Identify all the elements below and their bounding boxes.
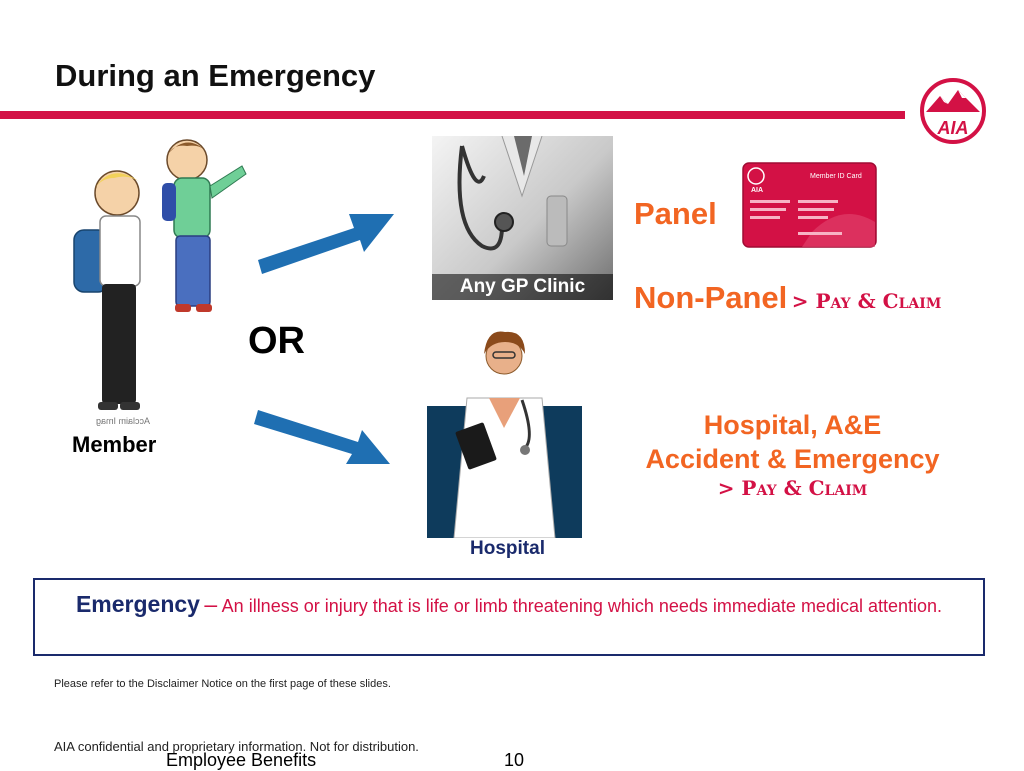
non-panel-row bbox=[634, 280, 941, 316]
aia-logo-icon bbox=[918, 76, 988, 146]
arrow-to-clinic-icon bbox=[254, 200, 404, 280]
member-id-card-icon bbox=[742, 162, 877, 248]
definition-text: An illness or injury that is life or limb threatening which needs immediate medical attention. bbox=[221, 596, 943, 616]
non-panel-label: Non-Panel bbox=[634, 280, 788, 315]
gp-clinic-label: Any GP Clinic bbox=[432, 274, 613, 300]
footer-section-label: Employee Benefits bbox=[166, 750, 317, 770]
member-label: Member bbox=[72, 432, 157, 457]
pay-claim-note: > Pay & Claim bbox=[717, 476, 868, 500]
emergency-definition-box bbox=[33, 578, 985, 656]
svg-text:Member ID Card: Member ID Card bbox=[810, 173, 862, 180]
hospital-label: Hospital bbox=[470, 538, 545, 559]
disclaimer-note: Please refer to the Disclaimer Notice on the first page of these slides. bbox=[54, 678, 391, 690]
title-divider bbox=[0, 111, 905, 119]
pay-claim-note: > Pay & Claim bbox=[791, 289, 942, 313]
panel-label: Panel bbox=[634, 196, 717, 231]
hospital-info-block bbox=[620, 408, 965, 500]
svg-text:AIA: AIA bbox=[751, 187, 764, 194]
hospital-ae-text: Hospital, A&E bbox=[703, 410, 882, 440]
definition-dash: – bbox=[204, 591, 218, 617]
slide-title: During an Emergency bbox=[55, 58, 376, 93]
hospital-doctor-illustration bbox=[427, 328, 582, 538]
definition-term: Emergency bbox=[75, 591, 200, 617]
confidential-note: AIA confidential and proprietary information. Not for distribution. bbox=[54, 739, 419, 754]
arrow-to-hospital-icon bbox=[254, 392, 404, 472]
page-number: 10 bbox=[504, 750, 525, 770]
svg-text:Acclaim Imag: Acclaim Imag bbox=[95, 416, 150, 426]
or-label: OR bbox=[248, 320, 305, 362]
accident-emergency-text: Accident & Emergency bbox=[645, 444, 940, 474]
members-illustration bbox=[62, 138, 262, 428]
svg-text:AIA: AIA bbox=[937, 118, 969, 138]
